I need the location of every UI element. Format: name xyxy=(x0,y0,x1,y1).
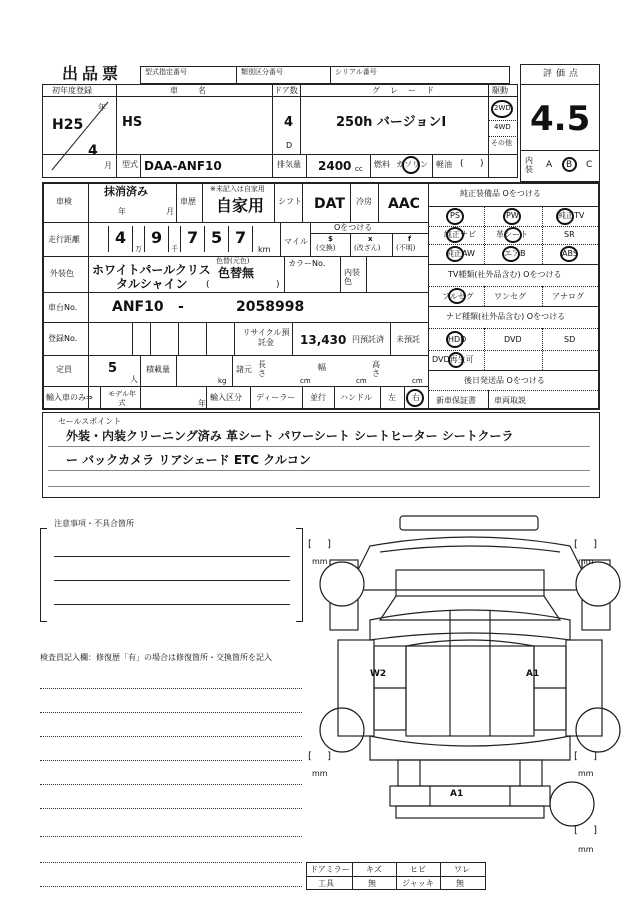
height-label: 高さ xyxy=(372,360,380,378)
equip-leather-circle xyxy=(504,227,522,243)
equip-tv: 純正TV xyxy=(558,211,585,220)
recycle-paid: 円預託済 xyxy=(352,335,384,344)
height-cm: cm xyxy=(412,377,423,385)
footer-jack-value: 無 xyxy=(456,879,464,888)
after-warranty: 新車保証書 xyxy=(436,396,476,405)
history-label: 車歴 xyxy=(180,197,196,206)
grade-value: 250h バージョンI xyxy=(336,115,447,130)
drive-label: 駆動 xyxy=(492,86,508,95)
tv-fullseg-circle xyxy=(448,288,466,304)
inspection-month-unit: 月 xyxy=(166,207,174,216)
rating-label: 評価点 xyxy=(543,69,583,79)
recycle-label: リサイクル預託金 xyxy=(242,328,290,347)
mm-rear-left: mm xyxy=(312,769,328,778)
damage-mark-w2: W2 xyxy=(370,669,387,679)
import-class-label: 輸入区分 xyxy=(210,393,242,402)
equip-pw-circle xyxy=(503,208,521,225)
mileage-label: 走行距離 xyxy=(48,235,80,244)
first-reg-year: H25 xyxy=(52,117,84,133)
dvd-play-circle xyxy=(448,352,464,368)
chassis-prefix: ANF10 xyxy=(112,299,164,315)
model-label: 型式 xyxy=(122,160,138,169)
after-manual: 車両取説 xyxy=(494,396,526,405)
drive-2wd-circle xyxy=(491,100,513,118)
cc-unit: cc xyxy=(355,165,363,173)
mm-spare: mm xyxy=(578,845,594,854)
header-codes-row xyxy=(140,66,510,84)
repaint-label: 色替(元色) xyxy=(216,257,250,265)
serial-label: シリアル番号 xyxy=(335,68,377,76)
fuel-circle xyxy=(402,156,420,174)
dims-label: 諸元 xyxy=(236,365,252,374)
first-reg-month-unit: 月 xyxy=(104,161,112,170)
equip-tv-circle xyxy=(556,208,574,225)
mileage-digit-2: 9 xyxy=(151,228,163,247)
import-label: 輸入車のみ⇒ xyxy=(46,393,93,402)
interior-b-circle xyxy=(562,157,577,172)
ac-value: AAC xyxy=(388,196,420,212)
navi-sd: SD xyxy=(564,335,576,344)
light-oil-label: 軽油 xyxy=(436,160,452,169)
sen-unit: 千 xyxy=(171,245,178,253)
mm-rear-right: mm xyxy=(578,769,594,778)
mm-front-left: mm xyxy=(312,557,328,566)
interior-b: B xyxy=(566,160,573,170)
drive-4wd: 4WD xyxy=(494,123,511,131)
load-label: 積載量 xyxy=(146,365,170,374)
rating-value: 4.5 xyxy=(530,99,591,139)
modified-mark: x xyxy=(368,235,373,243)
footer-crack: ヒビ xyxy=(410,865,426,874)
color-line-2: タルシャイン xyxy=(116,277,188,291)
equip-ps-circle xyxy=(446,208,464,225)
equip-airbag: エアB xyxy=(504,249,526,258)
model-value: DAA-ANF10 xyxy=(144,159,222,173)
mileage-digit-1: 4 xyxy=(115,228,127,247)
caution-bracket-left xyxy=(40,528,47,622)
displacement-label: 排気量 xyxy=(277,160,301,169)
equip-abs-circle xyxy=(560,246,578,262)
grade-label: グレード xyxy=(372,86,444,95)
tv-oneseg: ワンセグ xyxy=(494,292,526,301)
shift-value: DAT xyxy=(314,196,345,212)
model-year-unit: 年 xyxy=(198,399,206,408)
drive-2wd: 2WD xyxy=(494,104,511,112)
form-title: 出品票 xyxy=(62,64,123,83)
doors-label: ドア数 xyxy=(274,86,298,95)
tv-fullseg: フルセグ xyxy=(442,292,474,301)
repaint-paren-close: ) xyxy=(276,280,280,290)
caution-label: 注意事項・不具合箇所 xyxy=(54,519,134,528)
mm-front-right: mm xyxy=(578,557,594,566)
repaint-value: 色替無 xyxy=(218,266,255,280)
interior-label: 内装 xyxy=(525,156,533,174)
equip-ps: PS xyxy=(450,211,460,220)
mileage-circle-note: Oをつける xyxy=(334,223,373,232)
sales-line-1: 外装・内装クリーニング済み 革シート パワーシート シートヒーター シートクーラ xyxy=(66,429,514,443)
car-name-label: 車名 xyxy=(170,86,226,95)
equip-aw-circle xyxy=(446,246,464,262)
right-label: 右 xyxy=(412,393,420,402)
length-cm: cm xyxy=(300,377,311,385)
equip-pw: PW xyxy=(506,211,519,220)
sales-label: セールスポイント xyxy=(58,417,122,426)
sales-line-2: ー バックカメラ リアシェード ETC クルコン xyxy=(66,453,311,467)
tv-analog: アナログ xyxy=(552,292,584,301)
man-unit: 万 xyxy=(135,245,142,253)
person-unit: 人 xyxy=(130,375,138,384)
color-line-1: ホワイトパールクリス xyxy=(92,263,211,277)
exchange-label: (交換) xyxy=(316,244,336,252)
navi-dvd: DVD xyxy=(504,335,522,344)
displacement-value: 2400 xyxy=(318,159,352,173)
damage-mark-a1-right: A1 xyxy=(526,669,540,679)
inspection-label: 車検 xyxy=(56,197,72,206)
recycle-value: 13,430 xyxy=(300,333,347,347)
first-reg-label: 初年度登録 xyxy=(52,86,92,95)
equip-navi: 純正ナビ xyxy=(444,230,476,239)
model-cert-label: 型式指定番号 xyxy=(145,68,187,76)
dvd-play: DVD再生可 xyxy=(432,355,474,364)
bracket-rear-left: [ ] xyxy=(308,751,337,762)
mileage-digit-4: 5 xyxy=(211,228,223,247)
inspection-year-unit: 年 xyxy=(118,207,126,216)
damage-mark-a1-rear: A1 xyxy=(450,789,464,799)
fuel-paren-close: ) xyxy=(480,159,484,169)
chassis-label: 車台No. xyxy=(48,303,78,312)
class-label: 類別区分番号 xyxy=(241,68,283,76)
bracket-front-right: [ ] xyxy=(574,539,603,550)
equip-abs: ABS xyxy=(562,249,578,258)
history-value: 自家用 xyxy=(216,196,265,215)
shift-label: シフト xyxy=(278,197,302,206)
width-label: 幅 xyxy=(318,363,326,372)
footer-scratch: キズ xyxy=(366,865,382,874)
genuine-title: 純正装備品 Oをつける xyxy=(460,189,541,198)
unknown-label: (不明) xyxy=(396,244,416,252)
unknown-mark: f xyxy=(408,235,412,243)
dealer-label: ディーラー xyxy=(256,393,296,402)
equip-leather: 革シート xyxy=(496,230,528,239)
ac-label: 冷房 xyxy=(356,197,372,206)
mileage-digit-5: 7 xyxy=(235,228,247,247)
left-label: 左 xyxy=(388,393,396,402)
inspection-value: 抹消済み xyxy=(104,185,148,198)
color-label: 外装色 xyxy=(50,269,74,278)
parallel-label: 並行 xyxy=(310,393,326,402)
doors-value: 4 xyxy=(284,115,294,130)
drive-other: その他 xyxy=(491,139,512,147)
bracket-rear-right: [ ] xyxy=(574,751,603,762)
model-year-label: モデル年式 xyxy=(108,390,136,407)
first-reg-month: 4 xyxy=(88,143,98,159)
chassis-dash: - xyxy=(178,299,184,315)
color-no-label: カラーNo. xyxy=(288,259,326,268)
footer-break: ワレ xyxy=(454,865,470,874)
after-title: 後日発送品 Oをつける xyxy=(464,376,545,385)
km-unit: km xyxy=(258,245,271,254)
modified-label: (改ざん) xyxy=(354,244,381,252)
equip-airbag-circle xyxy=(502,246,520,262)
recycle-unpaid: 未預託 xyxy=(396,335,420,344)
width-cm: cm xyxy=(356,377,367,385)
navi-title: ナビ種類(社外品含む) Oをつける xyxy=(446,312,566,321)
footer-mirror: ドアミラー xyxy=(310,865,350,874)
interior-color-label: 内装色 xyxy=(344,268,360,286)
chassis-number: 2058998 xyxy=(236,299,305,315)
right-circle xyxy=(406,389,424,407)
bracket-spare: [ ] xyxy=(574,825,603,836)
mile-label: マイル xyxy=(284,237,308,246)
equip-aw: 純正AW xyxy=(446,249,475,258)
capacity-label: 定員 xyxy=(56,365,72,374)
reg-no-label: 登録No. xyxy=(48,334,78,343)
equip-sr: SR xyxy=(564,230,575,239)
door-suffix: D xyxy=(286,141,293,150)
footer-tools-value: 無 xyxy=(368,879,376,888)
navi-hdd: HDD xyxy=(448,335,467,344)
fuel-label: 燃料 xyxy=(374,160,390,169)
length-label: 長さ xyxy=(258,360,266,378)
interior-a: A xyxy=(546,160,553,170)
fuel-paren-open: ( xyxy=(460,159,464,169)
inspector-label: 検査員記入欄：修復歴「有」の場合は修復箇所・交換箇所を記入 xyxy=(40,653,272,662)
navi-hdd-circle xyxy=(446,331,467,348)
capacity-value: 5 xyxy=(108,361,118,376)
footer-jack: ジャッキ xyxy=(402,879,434,888)
repaint-paren-open: ( xyxy=(206,280,210,290)
history-note: ※未記入は自家用 xyxy=(210,185,265,193)
first-reg-year-unit: 年 xyxy=(98,103,106,112)
exchange-mark: $ xyxy=(328,235,333,243)
fuel-value: ガソリン xyxy=(396,160,428,169)
equip-navi-circle xyxy=(446,227,464,243)
kg-unit: kg xyxy=(218,377,227,385)
bracket-front-left: [ ] xyxy=(308,539,337,550)
footer-tools: 工具 xyxy=(318,879,334,888)
car-name-value: HS xyxy=(122,115,143,130)
interior-c: C xyxy=(586,160,593,170)
handle-label: ハンドル xyxy=(340,393,372,402)
mileage-digit-3: 7 xyxy=(187,228,199,247)
tv-title: TV種類(社外品含む) Oをつける xyxy=(448,270,562,279)
